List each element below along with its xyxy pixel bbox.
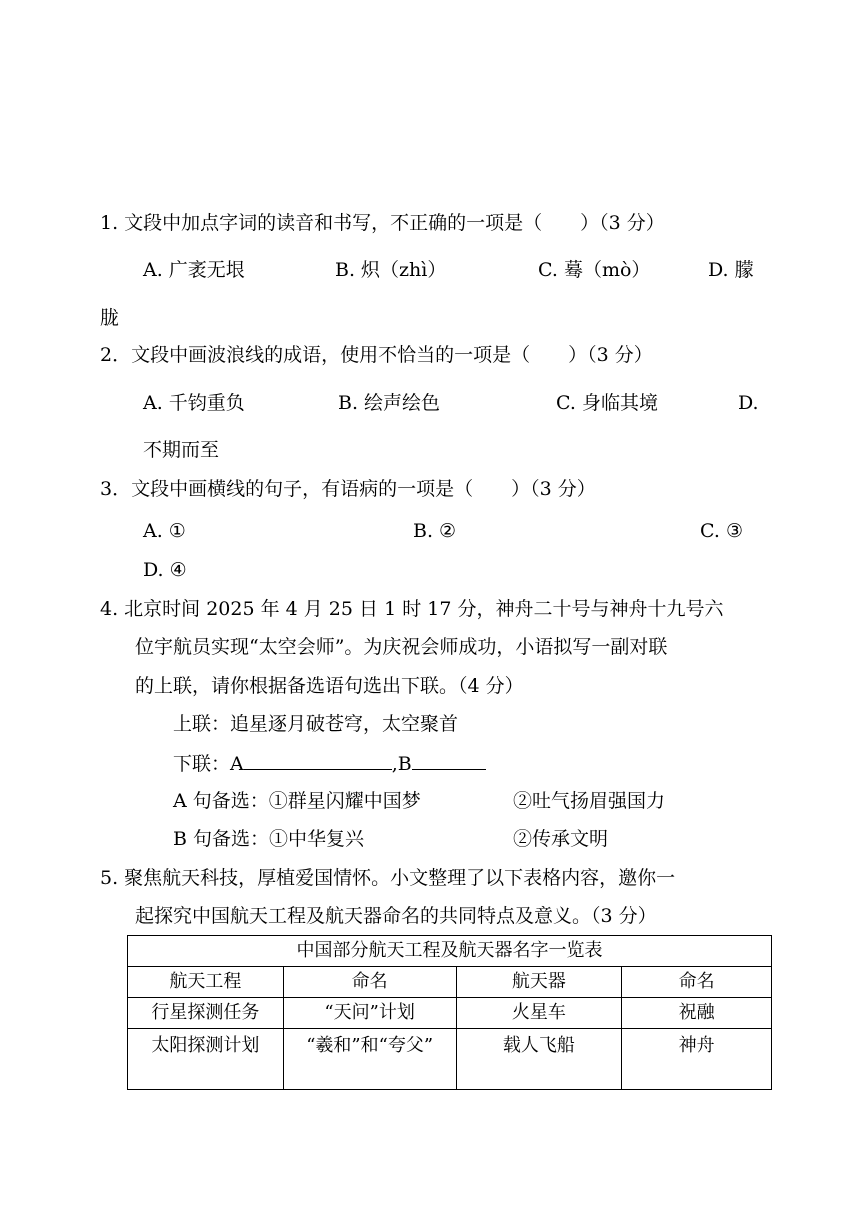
q4-option-a-label: A 句备选：①群星闪耀中国梦	[173, 790, 421, 812]
spacecraft-names-table	[127, 935, 772, 1090]
q1-option-d: D. 朦	[708, 259, 754, 281]
q4-lower-prefix: 下联：A	[173, 753, 244, 775]
q4-line-1: 4. 北京时间 2025 年 4 月 25 日 1 时 17 分，神舟二十号与神舟十九号六	[100, 598, 724, 620]
q3-stem: 3．文段中画横线的句子，有语病的一项是（ ）（3 分）	[100, 478, 596, 500]
table-header-row	[128, 967, 772, 998]
table-cell: 祝融	[622, 998, 772, 1029]
table-cell: 火星车	[456, 998, 622, 1029]
table-row	[128, 1029, 772, 1090]
q2-stem: 2．文段中画波浪线的成语，使用不恰当的一项是（ ）（3 分）	[100, 344, 653, 366]
q4-lower-couplet	[173, 751, 486, 776]
q3-option-a: A. ①	[143, 520, 186, 542]
q2-option-d-continued: 不期而至	[143, 439, 220, 461]
table-cell: 神舟	[622, 1029, 772, 1090]
q3-option-b: B. ②	[413, 520, 457, 542]
q1-option-a: A. 广袤无垠	[143, 259, 245, 281]
q2-option-d: D.	[738, 392, 759, 414]
q4-option-b-label: B 句备选：①中华复兴	[173, 828, 365, 850]
q4-line-3: 的上联，请你根据备选语句选出下联。（4 分）	[135, 675, 524, 697]
table-cell: “羲和”和“夸父”	[283, 1029, 456, 1090]
q3-option-d: D. ④	[143, 559, 187, 581]
q4-upper-couplet: 上联：追星逐月破苍穹，太空聚首	[173, 713, 459, 735]
q1-option-b: B. 炽（zhì）	[335, 259, 447, 281]
q2-option-c: C. 身临其境	[556, 392, 658, 414]
table-cell: “天问”计划	[283, 998, 456, 1029]
q4-blank-b[interactable]	[412, 751, 486, 770]
q1-option-c: C. 蓦（mò）	[538, 259, 651, 281]
table-header: 航天器	[456, 967, 622, 998]
q5-line-1: 5. 聚焦航天科技，厚植爱国情怀。小文整理了以下表格内容，邀你一	[100, 867, 676, 889]
q2-option-b: B. 绘声绘色	[338, 392, 441, 414]
q4-lower-mid: ,B	[391, 753, 412, 775]
q1-option-d-continued: 胧	[100, 307, 120, 329]
q4-line-2: 位宇航员实现“太空会师”。为庆祝会师成功，小语拟写一副对联	[135, 636, 668, 658]
table-header: 航天工程	[128, 967, 284, 998]
q4-blank-a[interactable]	[244, 751, 392, 770]
q5-line-2: 起探究中国航天工程及航天器命名的共同特点及意义。（3 分）	[135, 905, 657, 927]
table-cell: 太阳探测计划	[128, 1029, 284, 1090]
q3-option-c: C. ③	[700, 520, 743, 542]
q2-option-a: A. 千钧重负	[143, 392, 245, 414]
table-header: 命名	[283, 967, 456, 998]
table-row	[128, 998, 772, 1029]
table-cell: 行星探测任务	[128, 998, 284, 1029]
q4-option-a-2: ②吐气扬眉强国力	[513, 790, 666, 812]
table-header: 命名	[622, 967, 772, 998]
q4-option-b-2: ②传承文明	[513, 828, 609, 850]
table-cell: 载人飞船	[456, 1029, 622, 1090]
q1-stem: 1. 文段中加点字词的读音和书写，不正确的一项是（ ）（3 分）	[100, 212, 665, 234]
table-caption: 中国部分航天工程及航天器名字一览表	[128, 936, 772, 967]
